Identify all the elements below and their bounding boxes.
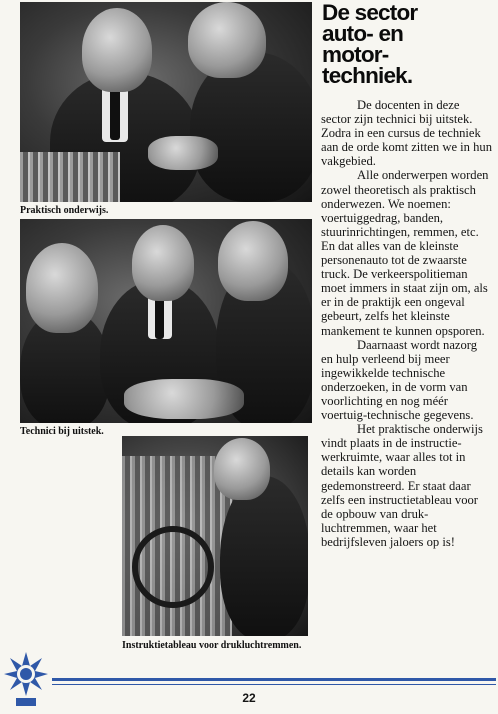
article-body bbox=[321, 98, 492, 549]
paragraph: De docenten in deze sector zijn technici bij uitstek. Zodra in een cursus de techniek aan de orde komt zitten we in hun vakgebied. bbox=[321, 98, 493, 169]
paragraph: Alle onderwerpen worden zowel theoretisch als praktisch onderwezen. We noemen: voertuiggedrag, banden, stuurinrichtingen, remmen, etc. En dat alles van de kleinste personenauto tot de zwaarste truck. De verkeerspolitieman moet immers in staat zijn om, als er in de praktijk een ongeval gebeurt, zelfs het kleinste mankement te kunnen opsporen. bbox=[321, 168, 489, 338]
photo-figure bbox=[110, 86, 120, 140]
footer-rule-thin bbox=[52, 684, 496, 685]
photo-figure bbox=[220, 476, 308, 636]
title-line: auto- en bbox=[322, 21, 404, 46]
paragraph: Het praktische onderwijs vindt plaats in de instructie-werkruimte, waar alles tot in details kan worden gedemonstreerd. Er staat daar zelfs een instructietableau voor de opbouw van druk-luchtremmen, waar het bedrijfsleven jaloers op is! bbox=[321, 422, 483, 549]
photo-technici-bij-uitstek bbox=[20, 219, 312, 423]
photo-figure bbox=[20, 152, 120, 202]
photo-figure bbox=[218, 221, 288, 301]
photo-figure bbox=[132, 225, 194, 301]
title-line: motor- bbox=[322, 42, 389, 67]
photo-figure bbox=[214, 438, 270, 500]
photo-praktisch-onderwijs bbox=[20, 2, 312, 202]
photo-instruktietableau bbox=[122, 436, 308, 636]
paragraph: Daarnaast wordt nazorg en hulp verleend bij meer ingewikkelde technische onderzoeken, in de vorm van voorlichting en nog méér voertuig-technische gegevens. bbox=[321, 337, 478, 423]
emblem-logo bbox=[2, 650, 50, 708]
title-line: techniek. bbox=[322, 63, 413, 88]
photo-figure bbox=[188, 2, 266, 78]
photo-figure bbox=[155, 295, 164, 339]
caption-photo-2: Technici bij uitstek. bbox=[20, 426, 104, 437]
title-line: De sector bbox=[322, 0, 418, 25]
photo-figure bbox=[82, 8, 152, 92]
article-title bbox=[322, 2, 492, 86]
photo-figure bbox=[148, 136, 218, 170]
page-number: 22 bbox=[242, 691, 256, 705]
caption-photo-3: Instruktietableau voor drukluchtremmen. bbox=[122, 640, 302, 651]
caption-photo-1: Praktisch onderwijs. bbox=[20, 205, 109, 216]
photo-figure bbox=[26, 243, 98, 333]
photo-figure bbox=[132, 526, 214, 608]
photo-figure bbox=[124, 379, 244, 419]
footer-rule-thick bbox=[52, 678, 496, 681]
